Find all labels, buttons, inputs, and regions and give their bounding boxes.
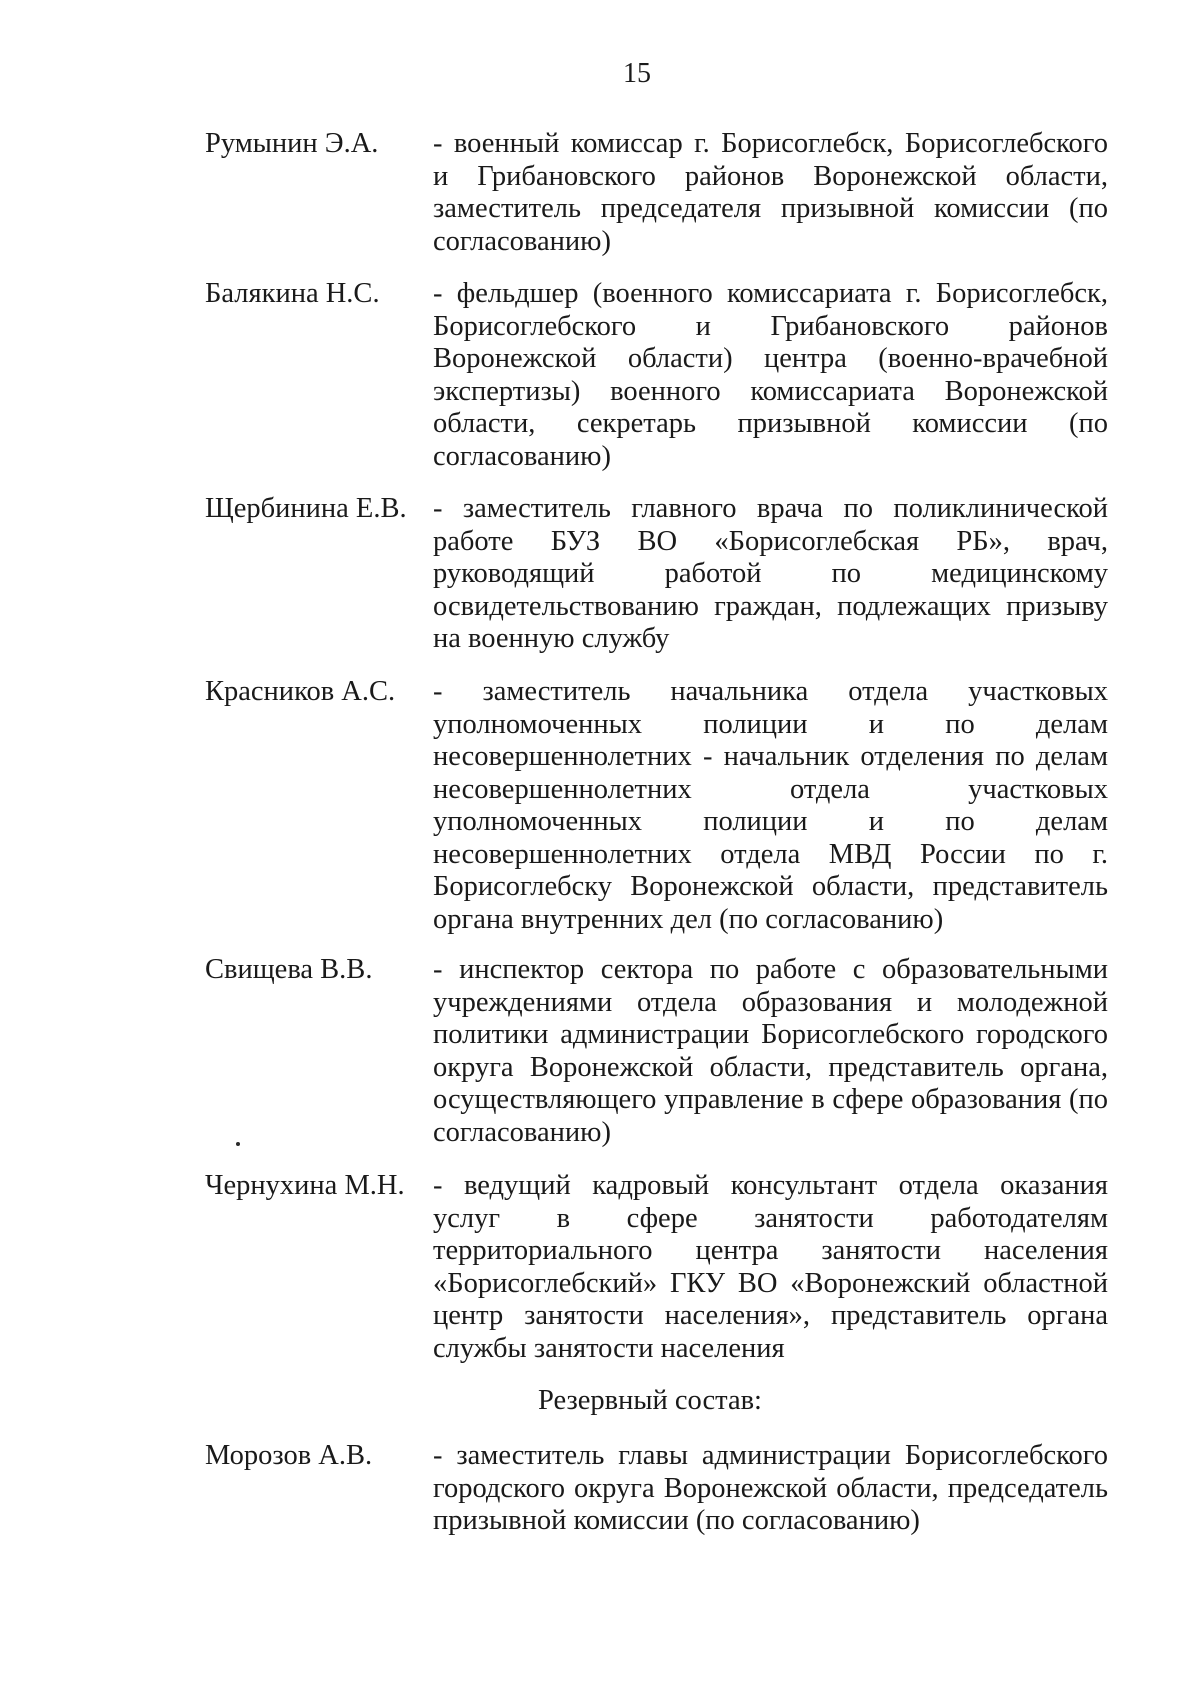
member-name: Чернухина М.Н. [205, 1170, 405, 1201]
member-role: - ведущий кадровый консультант отдела оказания услуг в сфере занятости работодателям территориального центра занятости населения «Борисоглебский» ГКУ ВО «Воронежский областной центр занятости населения», представитель органа службы занятости населения [433, 1170, 1108, 1364]
member-name: Щербинина Е.В. [205, 493, 407, 524]
member-name: Красников А.С. [205, 676, 396, 707]
member-name: Балякина Н.С. [205, 278, 380, 309]
member-role: - заместитель главного врача по поликлинической работе БУЗ ВО «Борисоглебская РБ», врач, руководящий работой по медицинскому освидетельствованию граждан, подлежащих призыву на военную службу [433, 493, 1108, 654]
member-name: Румынин Э.А. [205, 128, 379, 159]
member-name: Морозов А.В. [205, 1440, 373, 1471]
member-role: - заместитель главы администрации Борисоглебского городского округа Воронежской области, председатель призывной комиссии (по согласованию) [433, 1440, 1108, 1536]
page-number: 15 [623, 58, 651, 89]
member-role: - инспектор сектора по работе с образовательными учреждениями отдела образования и молодежной политики администрации Борисоглебского городского округа Воронежской области, представитель органа, осуществляющего управление в сфере образования (по согласованию) [433, 954, 1108, 1148]
member-name: Свищева В.В. [205, 954, 373, 985]
member-role: - заместитель начальника отдела участковых уполномоченных полиции и по делам несовершеннолетних - начальник отделения по делам несовершеннолетних отдела участковых уполномоченных полиции и по делам несовершеннолетних отдела МВД России по г. Борисоглебску Воронежской области, представитель органа внутренних дел (по согласованию) [433, 676, 1108, 935]
scan-artifact-dot [236, 1142, 240, 1146]
member-role: - фельдшер (военного комиссариата г. Борисоглебск, Борисоглебского и Грибановского районов Воронежской области) центра (военно-врачебной экспертизы) военного комиссариата Воронежской области, секретарь призывной комиссии (по согласованию) [433, 278, 1108, 472]
member-role: - военный комиссар г. Борисоглебск, Борисоглебского и Грибановского районов Воронежской области, заместитель председателя призывной комиссии (по согласованию) [433, 128, 1108, 257]
reserve-heading: Резервный состав: [538, 1385, 762, 1416]
